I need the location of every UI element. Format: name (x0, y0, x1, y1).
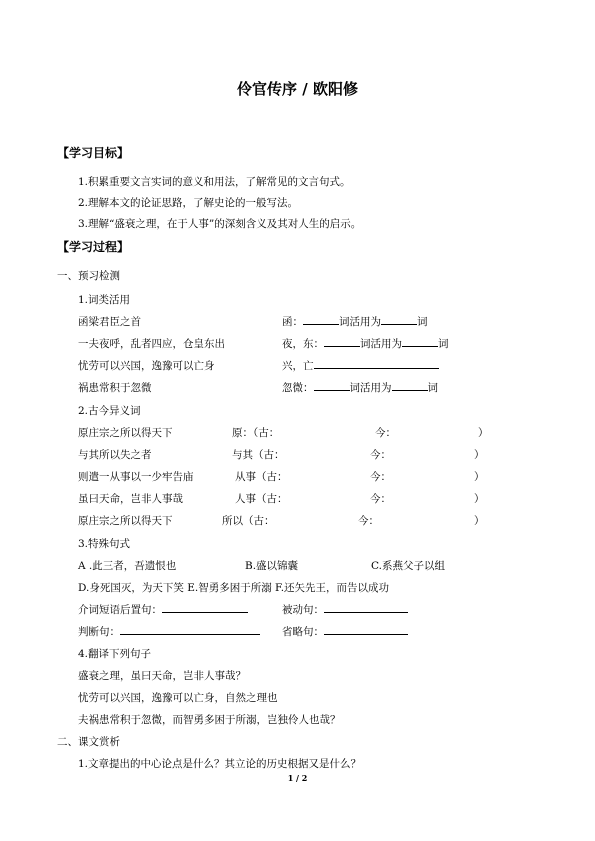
q3-label: 3.特殊句式 (78, 538, 131, 550)
q2-row4-sentence: 虽曰天命，岂非人事哉 (78, 493, 183, 505)
page-title: 伶官传序 / 欧阳修 (237, 80, 358, 98)
q3-fill-postposition: 介词短语后置句： (78, 602, 248, 617)
q1-row4-left: 祸患常积于忽微 (78, 382, 152, 394)
q4-line-2: 忧劳可以兴国，逸豫可以亡身，自然之理也 (78, 692, 278, 704)
q2-row5-jin: 今： (358, 515, 379, 527)
q2-row2-sentence: 与其所以失之者 (78, 449, 152, 461)
part1-heading: 一、预习检测 (57, 270, 120, 282)
q1-row3-left: 忧劳可以兴国，逸豫可以亡身 (78, 360, 215, 372)
part2-question-1: 1.文章提出的中心论点是什么？其立论的历史根据又是什么？ (78, 758, 362, 770)
q4-line-1: 盛衰之理，虽曰天命，岂非人事哉？ (78, 670, 246, 682)
q3-options-def: D.身死国灭，为天下笑 E.智勇多困于所溺 F.还矢先王，而告以成功 (78, 582, 390, 594)
q3-fill-judgment: 判断句： (78, 624, 260, 639)
q2-row5-close: ） (474, 515, 485, 527)
q2-row1-jin: 今： (375, 427, 396, 439)
q3-option-a: A .此三者，吾遗恨也 (78, 560, 177, 572)
q2-row3-close: ） (474, 471, 485, 483)
q1-row1-right: 函： 词活用为 词 (282, 316, 428, 328)
q2-label: 2.古今异义词 (78, 405, 141, 417)
q2-row3-sentence: 则遣一从事以一少牢告庙 (78, 471, 194, 483)
q2-row5-sentence: 原庄宗之所以得天下 (78, 515, 173, 527)
q2-row5-word: 所以（古： (222, 515, 275, 527)
q2-row4-close: ） (474, 493, 485, 505)
q4-label: 4.翻译下列句子 (78, 648, 152, 660)
q2-row3-word: 从事（古： (235, 471, 288, 483)
q1-row4-right: 忽微： 词活用为 词 (282, 382, 438, 394)
process-heading: 【学习过程】 (57, 240, 130, 254)
q1-row2-left: 一夫夜呼，乱者四应，仓皇东出 (78, 338, 225, 350)
q2-row4-jin: 今： (370, 493, 391, 505)
part2-heading: 二、课文赏析 (57, 736, 120, 748)
q1-row1-left: 函梁君臣之首 (78, 316, 141, 328)
q4-line-3: 夫祸患常积于忽微，而智勇多困于所溺，岂独伶人也哉？ (78, 714, 341, 726)
page-number: 1 / 2 (287, 773, 308, 783)
q3-option-c: C.系燕父子以组 (371, 560, 445, 572)
q1-row2-right: 夜，东： 词活用为 词 (282, 338, 449, 350)
q2-row2-word: 与其（古： (232, 449, 285, 461)
q2-row2-jin: 今： (370, 449, 391, 461)
q2-row1-word: 原：（古： (232, 427, 280, 439)
goals-heading: 【学习目标】 (57, 146, 130, 160)
q3-fill-ellipsis: 省略句： (282, 624, 408, 639)
goal-item-1: 1.积累重要文言实词的意义和用法，了解常见的文言句式。 (78, 176, 351, 188)
q3-option-b: B.盛以锦囊 (245, 560, 299, 572)
q2-row1-sentence: 原庄宗之所以得天下 (78, 427, 173, 439)
goal-item-3: 3.理解“盛衰之理，在于人事”的深刻含义及其对人生的启示。 (78, 218, 362, 230)
q2-row3-jin: 今： (370, 471, 391, 483)
q1-label: 1.词类活用 (78, 294, 131, 306)
goal-item-2: 2.理解本文的论证思路，了解史论的一般写法。 (78, 197, 299, 209)
q1-row3-right: 兴，亡 (282, 358, 439, 373)
q2-row2-close: ） (474, 449, 485, 461)
q3-fill-passive: 被动句： (282, 602, 408, 617)
q2-row1-close: ） (478, 427, 489, 439)
q2-row4-word: 人事（古： (235, 493, 288, 505)
